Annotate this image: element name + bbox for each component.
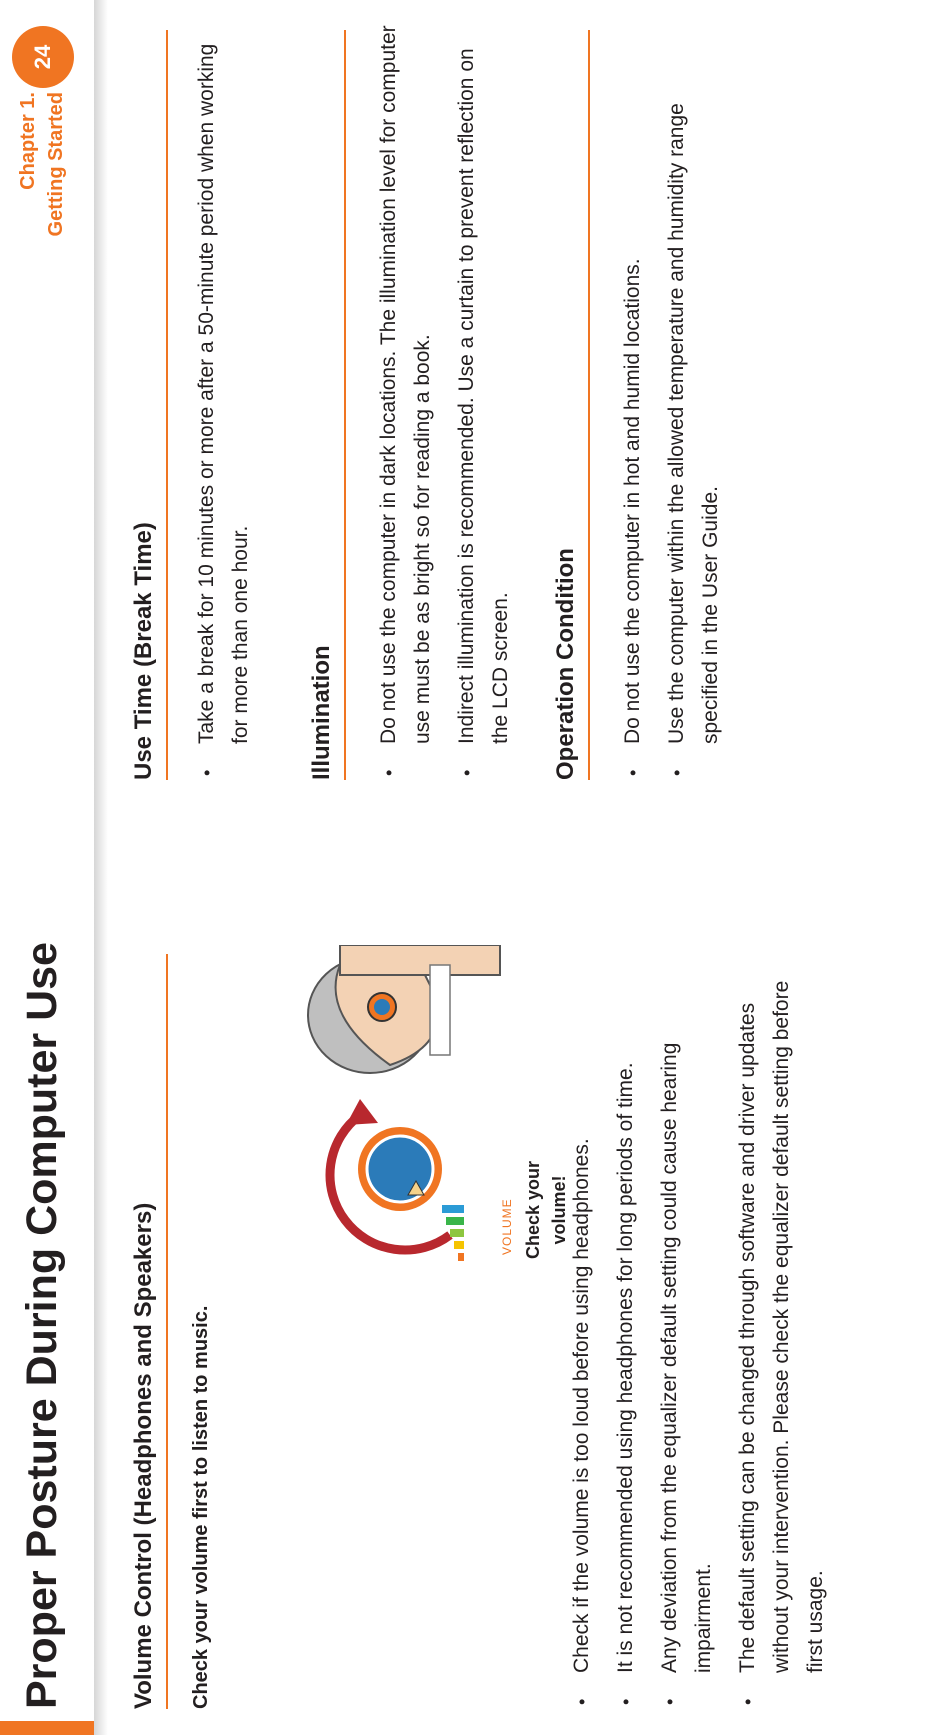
bullet-glyph: • bbox=[379, 769, 399, 776]
volume-section-heading: Volume Control (Headphones and Speakers) bbox=[130, 954, 168, 1709]
header-shadow bbox=[94, 0, 108, 1735]
list-item-text: Indirect illumination is recommended. Use a curtain to prevent reflection on the LCD screen. bbox=[455, 48, 512, 744]
list-item-text: Use the computer within the allowed temperature and humidity range specified in the User Guide. bbox=[665, 103, 722, 744]
bullet-glyph: • bbox=[623, 769, 643, 776]
caption-line-1: Check your bbox=[523, 1160, 543, 1260]
list-item bbox=[653, 949, 721, 1709]
caption-line-2: volume! bbox=[549, 1175, 569, 1245]
bullet-glyph: • bbox=[667, 769, 687, 776]
bullet-glyph: • bbox=[197, 769, 217, 776]
volume-knob-label: VOLUME bbox=[500, 1198, 514, 1255]
chapter-label bbox=[14, 92, 70, 236]
operation-condition-heading: Operation Condition bbox=[552, 30, 590, 780]
list-item-text: It is not recommended using headphones for long periods of time. bbox=[614, 1062, 637, 1673]
list-item bbox=[731, 949, 833, 1709]
list-item bbox=[609, 949, 643, 1709]
person-with-headphones-icon bbox=[308, 945, 500, 1073]
use-time-heading: Use Time (Break Time) bbox=[130, 30, 168, 780]
use-time-bullet-list bbox=[190, 20, 268, 780]
list-item bbox=[450, 20, 518, 780]
list-item-text: Check if the volume is too loud before using headphones. bbox=[570, 1138, 593, 1673]
arrow-head bbox=[346, 1099, 378, 1125]
bullet-glyph: • bbox=[660, 1698, 680, 1705]
illumination-heading: Illumination bbox=[308, 30, 346, 780]
operation-bullet-list bbox=[616, 20, 738, 780]
corner-accent-tab bbox=[0, 1721, 94, 1735]
chapter-number: Chapter 1. bbox=[17, 92, 39, 190]
bullet-glyph: • bbox=[616, 1698, 636, 1705]
page-number-badge: 24 bbox=[12, 26, 74, 88]
list-item-text: Take a break for 10 minutes or more after a 50-minute period when working for more than one hour. bbox=[195, 43, 252, 744]
volume-bullet-list bbox=[565, 949, 843, 1709]
bullet-glyph: • bbox=[572, 1698, 592, 1705]
illumination-bullet-list bbox=[372, 20, 528, 780]
chapter-name: Getting Started bbox=[45, 92, 67, 237]
list-item-text: The default setting can be changed through software and driver updates without your intervention. Please check the equalizer default setting before first usage. bbox=[736, 980, 827, 1673]
list-item bbox=[372, 20, 440, 780]
list-item bbox=[616, 20, 650, 780]
list-item bbox=[660, 20, 728, 780]
list-item-text: Do not use the computer in hot and humid locations. bbox=[621, 258, 644, 744]
bullet-glyph: • bbox=[457, 769, 477, 776]
list-item-text: Any deviation from the equalizer default setting could cause hearing impairment. bbox=[658, 1042, 715, 1673]
volume-subheading: Check your volume first to listen to music. bbox=[190, 1305, 212, 1709]
list-item bbox=[190, 20, 258, 780]
bullet-glyph: • bbox=[738, 1698, 758, 1705]
list-item-text: Do not use the computer in dark locations. The illumination level for computer use must be as bright so for reading a book. bbox=[377, 25, 434, 744]
list-item bbox=[565, 949, 599, 1709]
page-title: Proper Posture During Computer Use bbox=[18, 942, 66, 1709]
